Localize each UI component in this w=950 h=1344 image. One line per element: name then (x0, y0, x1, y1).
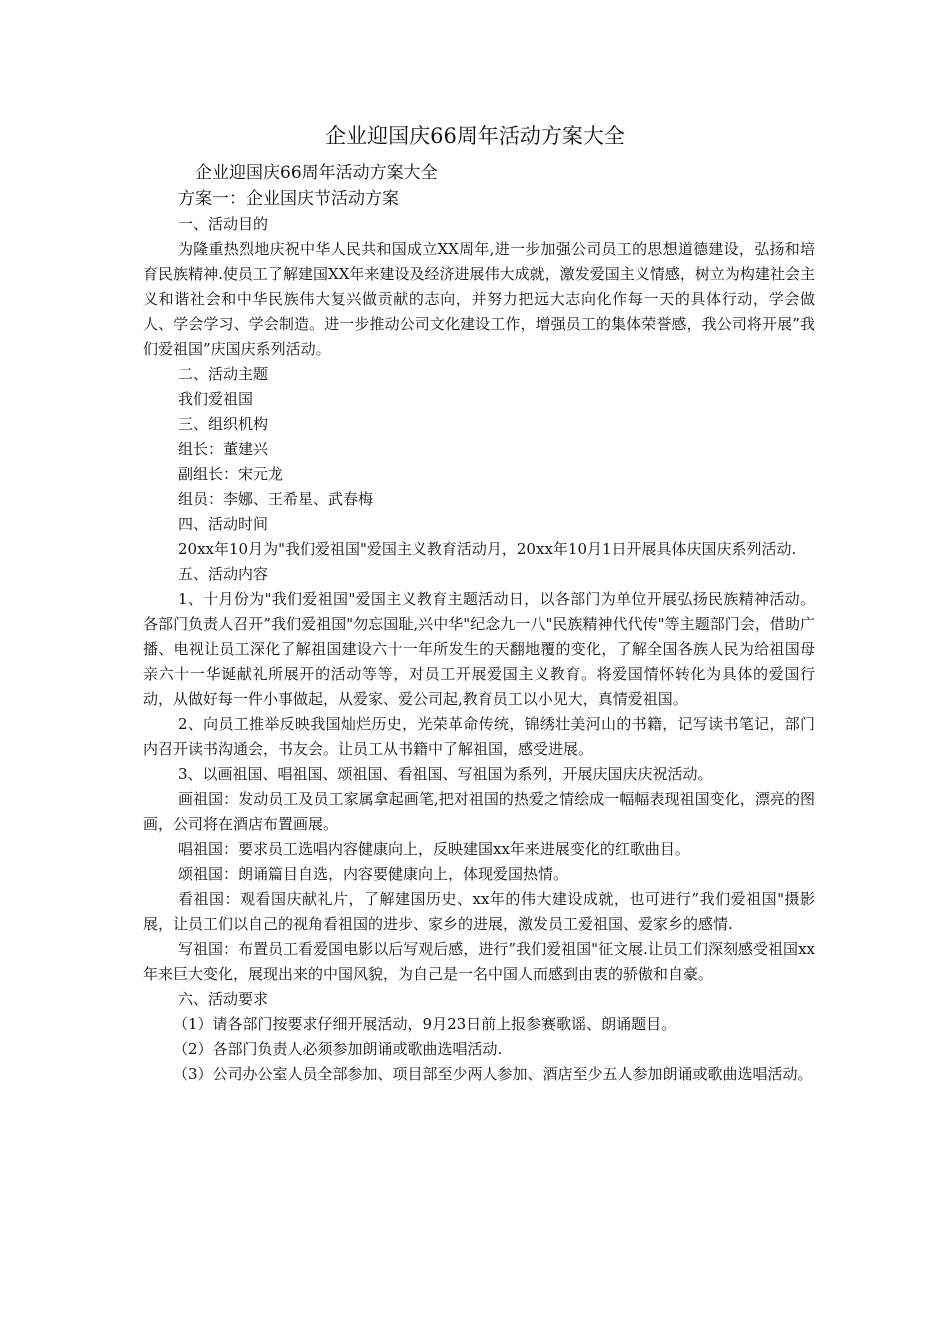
paragraph: 为隆重热烈地庆祝中华人民共和国成立XX周年,进一步加强公司员工的思想道德建设，弘扬和培育民族精神.使员工了解建国XX年来建设及经济进展伟大成就，激发爱国主义情感，树立为构建社会主义和谐社会和中华民族伟大复兴做贡献的志向，并努力把远大志向化作每一天的具体行动，学会做人、学会学习、学会制造。进一步推动公司文化建设工作，增强员工的集体荣誉感，我公司将开展”我们爱祖国”庆国庆系列活动。 (143, 240, 815, 358)
paragraph: 3、以画祖国、唱祖国、颂祖国、看祖国、写祖国为系列，开展庆国庆庆祝活动。 (178, 765, 713, 783)
document-title: 企业迎国庆66周年活动方案大全 (325, 124, 625, 148)
paragraph: 画祖国：发动员工及员工家属拿起画笔,把对祖国的热爱之情绘成一幅幅表现祖国变化，漂亮的图画，公司将在酒店布置画展。 (143, 790, 815, 833)
paragraph: 2、向员工推举反映我国灿烂历史，光荣革命传统，锦绣壮美河山的书籍，记写读书笔记，部门内召开读书沟通会，书友会。让员工从书籍中了解祖国，感受进展。 (143, 715, 815, 758)
plan-heading: 方案一：企业国庆节活动方案 (178, 189, 399, 209)
paragraph: 唱祖国：要求员工选唱内容健康向上，反映建国xx年来进展变化的红歌曲目。 (178, 840, 690, 858)
paragraph: 20xx年10月为"我们爱祖国"爱国主义教育活动月，20xx年10月1日开展具体庆国庆系列活动. (178, 540, 797, 558)
paragraph: 看祖国：观看国庆献礼片，了解建国历史、xx年的伟大建设成就，也可进行”我们爱祖国"摄影展，让员工们以自己的视角看祖国的进步、家乡的进展，激发员工爱祖国、爱家乡的感情. (143, 890, 815, 933)
paragraph: 1、十月份为"我们爱祖国"爱国主义教育主题活动日，以各部门为单位开展弘扬民族精神活动。各部门负责人召开”我们爱祖国"勿忘国耻,兴中华"纪念九一八"民族精神代代传"等主题部门会，借助广播、电视让员工深化了解祖国建设六十一年所发生的天翻地覆的变化，了解全国各族人民为给祖国母亲六十一华诞献礼所展开的活动等等，对员工开展爱国主义教育。将爱国情怀转化为具体的爱国行动，从做好每一件小事做起，从爱家、爱公司起,教育员工以小见大，真情爱祖国。 (143, 590, 815, 708)
section-heading: 五、活动内容 (178, 565, 269, 583)
paragraph: 颂祖国：朗诵篇目自选，内容要健康向上，体现爱国热情。 (178, 865, 569, 883)
paragraph: 副组长：宋元龙 (178, 465, 284, 483)
paragraph: 我们爱祖国 (178, 390, 254, 408)
section-heading: 四、活动时间 (178, 515, 269, 533)
paragraph: 组长：董建兴 (178, 440, 269, 458)
section-heading: 六、活动要求 (178, 990, 269, 1008)
paragraph: 写祖国：布置员工看爱国电影以后写观后感，进行”我们爱祖国"征文展.让员工们深刻感受祖国xx年来巨大变化，展现出来的中国风貌，为自己是一名中国人而感到由衷的骄傲和自豪。 (143, 940, 815, 983)
paragraph: （2）各部门负责人必须参加朗诵或歌曲选唱活动. (173, 1040, 503, 1058)
section-heading: 三、组织机构 (178, 415, 269, 433)
paragraph: （3）公司办公室人员全部参加、项目部至少两人参加、酒店至少五人参加朗诵或歌曲选唱活动。 (173, 1065, 813, 1083)
subtitle: 企业迎国庆66周年活动方案大全 (195, 163, 438, 183)
section-heading: 一、活动目的 (178, 215, 269, 233)
document-body (143, 160, 815, 1087)
paragraph: （1）请各部门按要求仔细开展活动，9月23日前上报参赛歌谣、朗诵题目。 (173, 1015, 677, 1033)
paragraph: 组员：李娜、王希星、武春梅 (178, 490, 374, 508)
section-heading: 二、活动主题 (178, 365, 269, 383)
